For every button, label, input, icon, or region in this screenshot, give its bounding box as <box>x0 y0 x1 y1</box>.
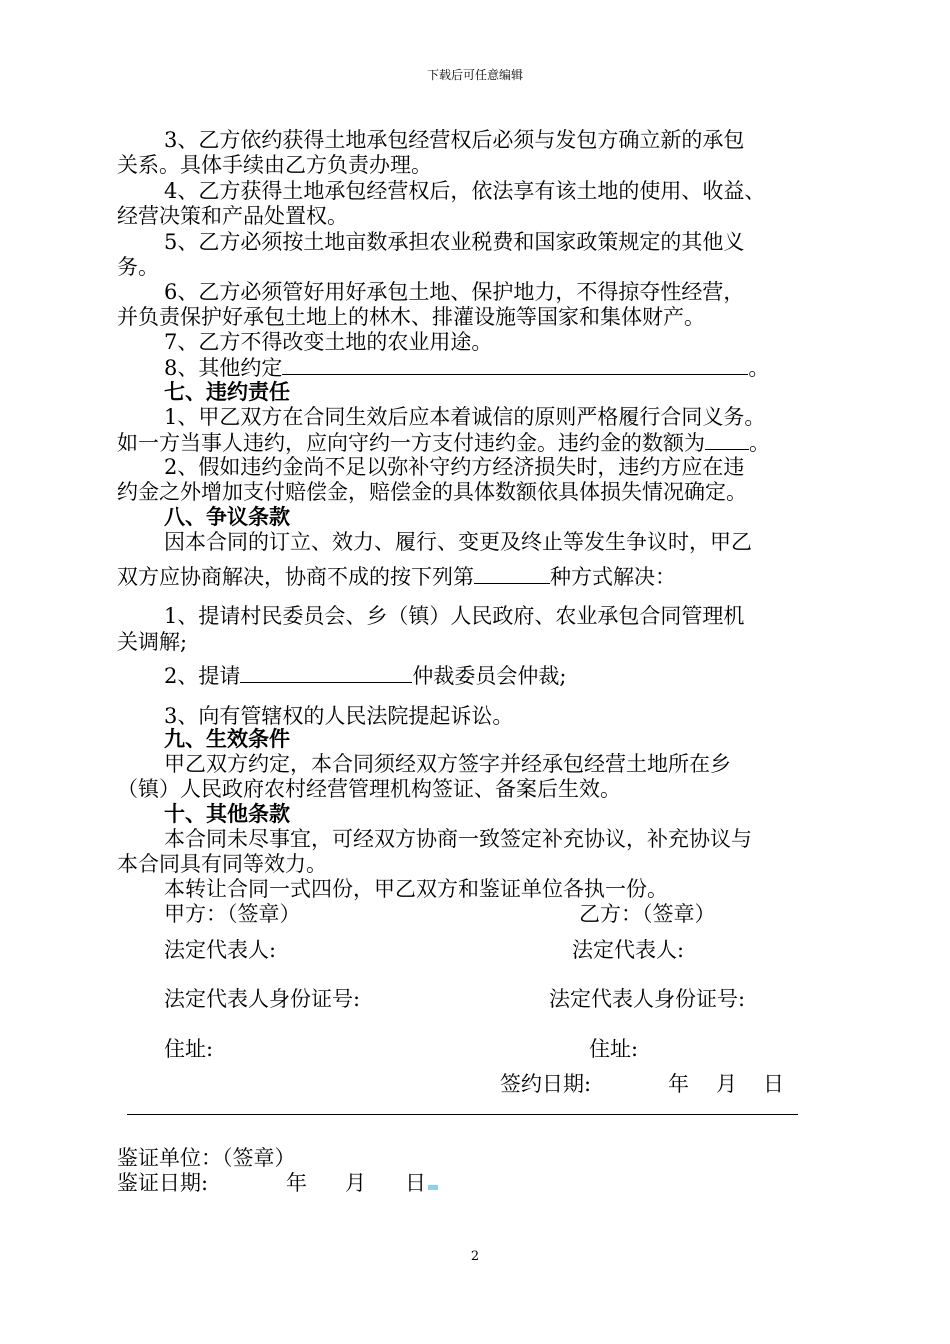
party-b-id-number: 法定代表人身份证号: <box>549 987 746 1011</box>
section-9-title: 九、生效条件 <box>164 726 290 751</box>
signing-date-month: 月 <box>716 1072 737 1096</box>
section-7-p1-line2 <box>117 430 770 455</box>
section-7-title: 七、违约责任 <box>164 379 290 404</box>
clause-4-line1: 4、乙方获得土地承包经营权后，依法享有该土地的使用、收益、 <box>164 179 766 203</box>
section-8-option1-line1: 1、提请村民委员会、乡（镇）人民政府、农业承包合同管理机 <box>164 604 745 628</box>
clause-7: 7、乙方不得改变土地的农业用途。 <box>164 330 493 354</box>
penalty-amount-blank[interactable] <box>705 430 749 450</box>
section-9-line1: 甲乙双方约定，本合同须经双方签字并经承包经营土地所在乡 <box>164 752 731 776</box>
party-b-representative: 法定代表人: <box>572 938 685 962</box>
divider-line <box>127 1114 798 1115</box>
clause-5-line2: 务。 <box>117 255 159 279</box>
party-a-representative: 法定代表人: <box>164 938 277 962</box>
section-8-p1-line2 <box>117 564 676 589</box>
clause-3-line1: 3、乙方依约获得土地承包经营权后必须与发包方确立新的承包 <box>164 128 745 152</box>
party-a-address: 住址: <box>164 1037 214 1061</box>
arbitration-text: 2、提请 <box>164 664 241 688</box>
signing-date-day: 日 <box>763 1072 784 1096</box>
section-8-option3: 3、向有管辖权的人民法院提起诉讼。 <box>164 704 514 728</box>
party-a-id-number: 法定代表人身份证号: <box>164 987 361 1011</box>
clause-4-line2: 经营决策和产品处置权。 <box>117 204 348 228</box>
clause-8-end: 。 <box>748 356 770 380</box>
section-8-title: 八、争议条款 <box>164 504 290 529</box>
clause-3-line2: 关系。具体手续由乙方负责办理。 <box>117 153 432 177</box>
verification-date-label: 鉴证日期: <box>117 1171 209 1195</box>
dispute-end: 种方式解决： <box>550 565 676 589</box>
section-8-option1-line2: 关调解; <box>117 630 188 654</box>
section-10-title: 十、其他条款 <box>164 801 290 826</box>
section-9-line2: （镇）人民政府农村经营管理机构签证、备案后生效。 <box>117 777 621 801</box>
section-7-p2-line2: 约金之外增加支付赔偿金，赔偿金的具体数额依具体损失情况确定。 <box>117 480 747 504</box>
clause-8-label: 8、其他约定 <box>164 356 283 380</box>
signing-date-year: 年 <box>668 1072 689 1096</box>
section-8-option2 <box>164 663 566 688</box>
section-8-p1-line1: 因本合同的订立、效力、履行、变更及终止等发生争议时，甲乙 <box>164 530 752 554</box>
page-number: 2 <box>470 1249 480 1264</box>
verification-date-month: 月 <box>345 1171 366 1195</box>
clause-8 <box>164 355 769 380</box>
party-a-seal: 甲方：（签章） <box>164 902 301 926</box>
text-cursor-marker <box>428 1185 438 1190</box>
section-10-p1-line2: 本合同具有同等效力。 <box>117 852 327 876</box>
verification-day-text: 日 <box>405 1171 426 1195</box>
clause-5-line1: 5、乙方必须按土地亩数承担农业税费和国家政策规定的其他义 <box>164 230 745 254</box>
verification-date-day <box>405 1171 438 1195</box>
dispute-text: 双方应协商解决，协商不成的按下列第 <box>117 565 474 589</box>
section-7-p1-line1: 1、甲乙双方在合同生效后应本着诚信的原则严格履行合同义务。 <box>164 405 766 429</box>
verification-date-year: 年 <box>286 1171 307 1195</box>
section-10-p1-line1: 本合同未尽事宜，可经双方协商一致签定补充协议，补充协议与 <box>164 827 752 851</box>
party-b-seal: 乙方：（签章） <box>579 902 716 926</box>
arbitration-committee-blank[interactable] <box>240 663 412 683</box>
section-10-p2: 本转让合同一式四份，甲乙双方和鉴证单位各执一份。 <box>164 877 668 901</box>
penalty-end: 。 <box>749 431 770 455</box>
arbitration-end: 仲裁委员会仲裁; <box>412 664 567 688</box>
penalty-text: 如一方当事人违约，应向守约一方支付违约金。违约金的数额为 <box>117 431 705 455</box>
other-terms-blank[interactable] <box>282 355 748 375</box>
section-7-p2-line1: 2、假如违约金尚不足以弥补守约方经济损失时，违约方应在违 <box>164 455 745 479</box>
page-header: 下载后可任意编辑 <box>426 68 523 82</box>
clause-6-line2: 并负责保护好承包土地上的林木、排灌设施等国家和集体财产。 <box>117 305 705 329</box>
party-b-address: 住址: <box>589 1037 639 1061</box>
signing-date-label: 签约日期: <box>500 1072 592 1096</box>
clause-6-line1: 6、乙方必须管好用好承包土地、保护地力，不得掠夺性经营， <box>164 280 745 304</box>
verification-unit: 鉴证单位：（签章） <box>117 1146 296 1170</box>
dispute-method-blank[interactable] <box>474 564 550 584</box>
